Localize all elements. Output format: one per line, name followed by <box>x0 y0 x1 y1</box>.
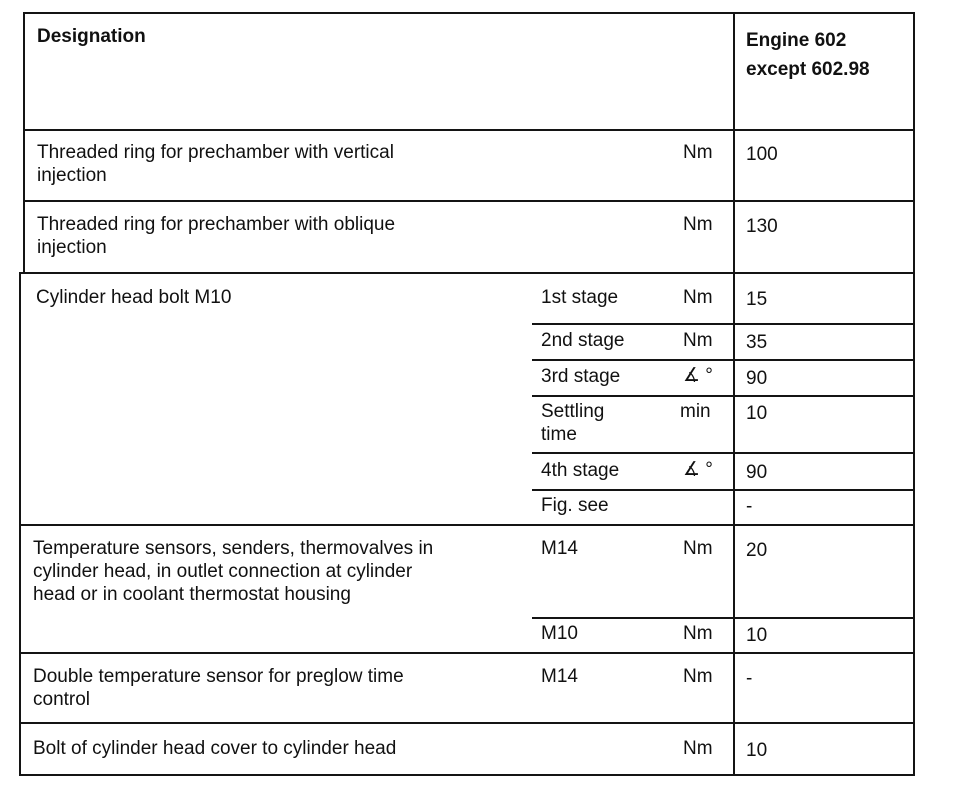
stage-divider <box>532 452 915 454</box>
stage-value: 90 <box>746 368 768 389</box>
sub-value: 20 <box>746 540 768 561</box>
row-divider <box>19 722 915 724</box>
row-divider <box>19 652 915 654</box>
sub-unit: Nm <box>683 538 713 559</box>
row-unit: Nm <box>683 738 713 759</box>
sub-thread: M10 <box>541 623 578 644</box>
stage-divider <box>532 395 915 397</box>
row-value: 10 <box>746 740 768 761</box>
row-value: - <box>746 668 753 689</box>
sub-row-divider <box>532 617 915 619</box>
sub-value: 10 <box>746 625 768 646</box>
stage-value: - <box>746 496 753 517</box>
stage-unit: Nm <box>683 287 713 308</box>
row-divider <box>19 272 915 274</box>
row-label: Cylinder head bolt M10 <box>36 287 232 308</box>
table-border-top <box>23 12 915 14</box>
row-divider <box>19 524 915 526</box>
stage-value: 15 <box>746 289 768 310</box>
stage-unit: ∡ ° <box>683 459 713 480</box>
column-divider <box>733 12 735 776</box>
stage-name: 1st stage <box>541 287 619 308</box>
stage-divider <box>532 323 915 325</box>
row-divider <box>23 200 915 202</box>
table-border-left-upper <box>23 12 25 272</box>
stage-unit: Nm <box>683 330 713 351</box>
stage-divider <box>532 489 915 491</box>
stage-unit: min <box>680 401 711 422</box>
row-label: Threaded ring for prechamber with vertical injection <box>37 142 394 186</box>
stage-name: 4th stage <box>541 460 620 481</box>
row-value: 130 <box>746 216 778 237</box>
row-label: Temperature sensors, senders, thermovalves in cylinder head, in outlet connection at cylinder head or in coolant thermostat housing <box>33 538 434 605</box>
row-unit: Nm <box>683 142 713 163</box>
table-border-right <box>913 12 915 776</box>
table-border-bottom <box>19 774 915 776</box>
stage-name: 3rd stage <box>541 366 621 387</box>
row-label: Double temperature sensor for preglow time control <box>33 666 404 710</box>
row-label: Bolt of cylinder head cover to cylinder head <box>33 738 397 759</box>
stage-divider <box>532 359 915 361</box>
stage-value: 10 <box>746 403 768 424</box>
stage-value: 35 <box>746 332 768 353</box>
row-label: Threaded ring for prechamber with oblique injection <box>37 214 396 258</box>
sub-unit: Nm <box>683 623 713 644</box>
stage-name: Settling time <box>541 401 605 445</box>
stage-name: 2nd stage <box>541 330 625 351</box>
header-engine: Engine 602 except 602.98 <box>746 30 870 80</box>
sub-thread: M14 <box>541 538 578 559</box>
stage-unit: ∡ ° <box>683 365 713 386</box>
row-thread: M14 <box>541 666 578 687</box>
row-unit: Nm <box>683 214 713 235</box>
row-unit: Nm <box>683 666 713 687</box>
stage-name: Fig. see <box>541 495 609 516</box>
stage-value: 90 <box>746 462 768 483</box>
header-designation: Designation <box>37 26 146 47</box>
row-value: 100 <box>746 144 778 165</box>
row-divider <box>23 129 915 131</box>
